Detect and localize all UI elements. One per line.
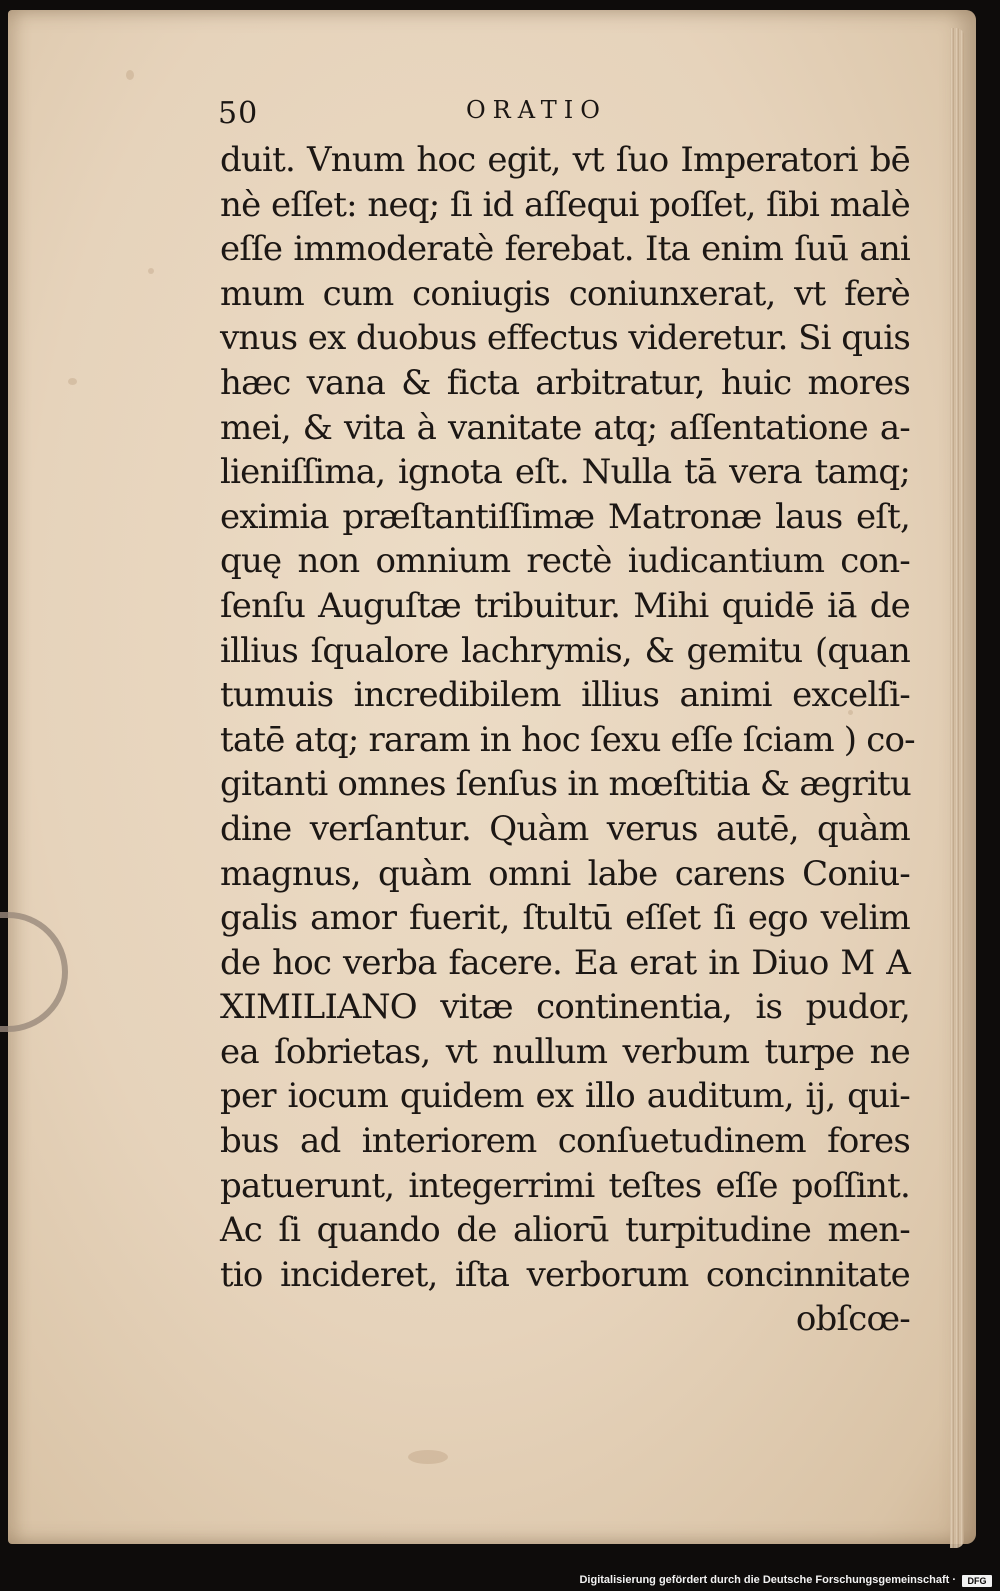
text-line: de hoc verba facere. Ea erat in Diuo M A — [220, 942, 910, 983]
text-line: ſenſu Auguſtæ tribuitur. Mihi quidē iā de — [220, 585, 910, 626]
text-line: ea ſobrietas, vt nullum verbum turpe ne — [220, 1031, 910, 1072]
text-line: eſſe immoderatè ferebat. Ita enim ſuū ani — [220, 229, 910, 270]
text-line: vnus ex duobus effectus videretur. Si quis — [220, 318, 910, 359]
text-line: hæc vana & ficta arbitratur, huic mores — [220, 362, 910, 403]
text-line: galis amor fuerit, ſtultū eſſet ſi ego velim — [220, 898, 910, 939]
text-line: XIMILIANO vitæ continentia, is pudor, — [220, 987, 910, 1028]
text-line: Ac ſi quando de aliorū turpitudine men- — [220, 1210, 910, 1251]
text-line: mei, & vita à vanitate atq; aſſentatione a- — [220, 407, 910, 448]
running-head: ORATIO — [466, 96, 607, 124]
text-line: eximia præſtantiſſimæ Matronæ laus eſt, — [220, 496, 910, 537]
dfg-logo-icon: DFG — [962, 1575, 992, 1587]
text-line: dine verſantur. Quàm verus autē, quàm — [220, 808, 910, 849]
digitization-credit: Digitalisierung gefördert durch die Deutsche Forschungsgemeinschaft · — [579, 1574, 956, 1586]
page-header — [218, 92, 908, 132]
page-edge-stack — [950, 28, 964, 1548]
text-line: duit. Vnum hoc egit, vt ſuo Imperatori bē — [220, 140, 910, 180]
foxing-spot — [68, 378, 77, 385]
text-line: tatē atq; raram in hoc ſexu eſſe ſciam ) co- — [220, 719, 915, 760]
text-line: gitanti omnes ſenſus in mœſtitia & ægritu — [220, 764, 911, 805]
text-line: illius ſqualore lachrymis, & gemitu (quan — [220, 630, 910, 671]
text-line: bus ad interiorem conſuetudinem fores — [220, 1121, 910, 1162]
text-line: tumuis incredibilem illius animi excelſi- — [220, 675, 910, 716]
catchword: obſcœ- — [795, 1299, 910, 1340]
text-line: mum cum coniugis coniunxerat, vt ferè — [220, 273, 910, 314]
body-text — [220, 138, 915, 1342]
text-line: tio incideret, iſta verborum concinnitate — [220, 1254, 910, 1295]
text-line: magnus, quàm omni labe carens Coniu- — [220, 853, 910, 894]
foxing-spot — [126, 70, 134, 80]
page-number: 50 — [218, 96, 259, 131]
text-line: per iocum quidem ex illo auditum, ij, qui- — [220, 1076, 910, 1117]
text-line: patuerunt, integerrimi teſtes eſſe poſſint. — [220, 1165, 910, 1206]
foxing-spot — [408, 1450, 448, 1464]
text-line: quę non omnium rectè iudicantium con- — [220, 541, 910, 582]
text-line: lieniſſima, ignota eſt. Nulla tā vera tamq; — [220, 452, 910, 493]
text-line: nè eſſet: neq; ſi id aſſequi poſſet, ſibi malè — [220, 184, 910, 225]
foxing-spot — [148, 268, 154, 274]
